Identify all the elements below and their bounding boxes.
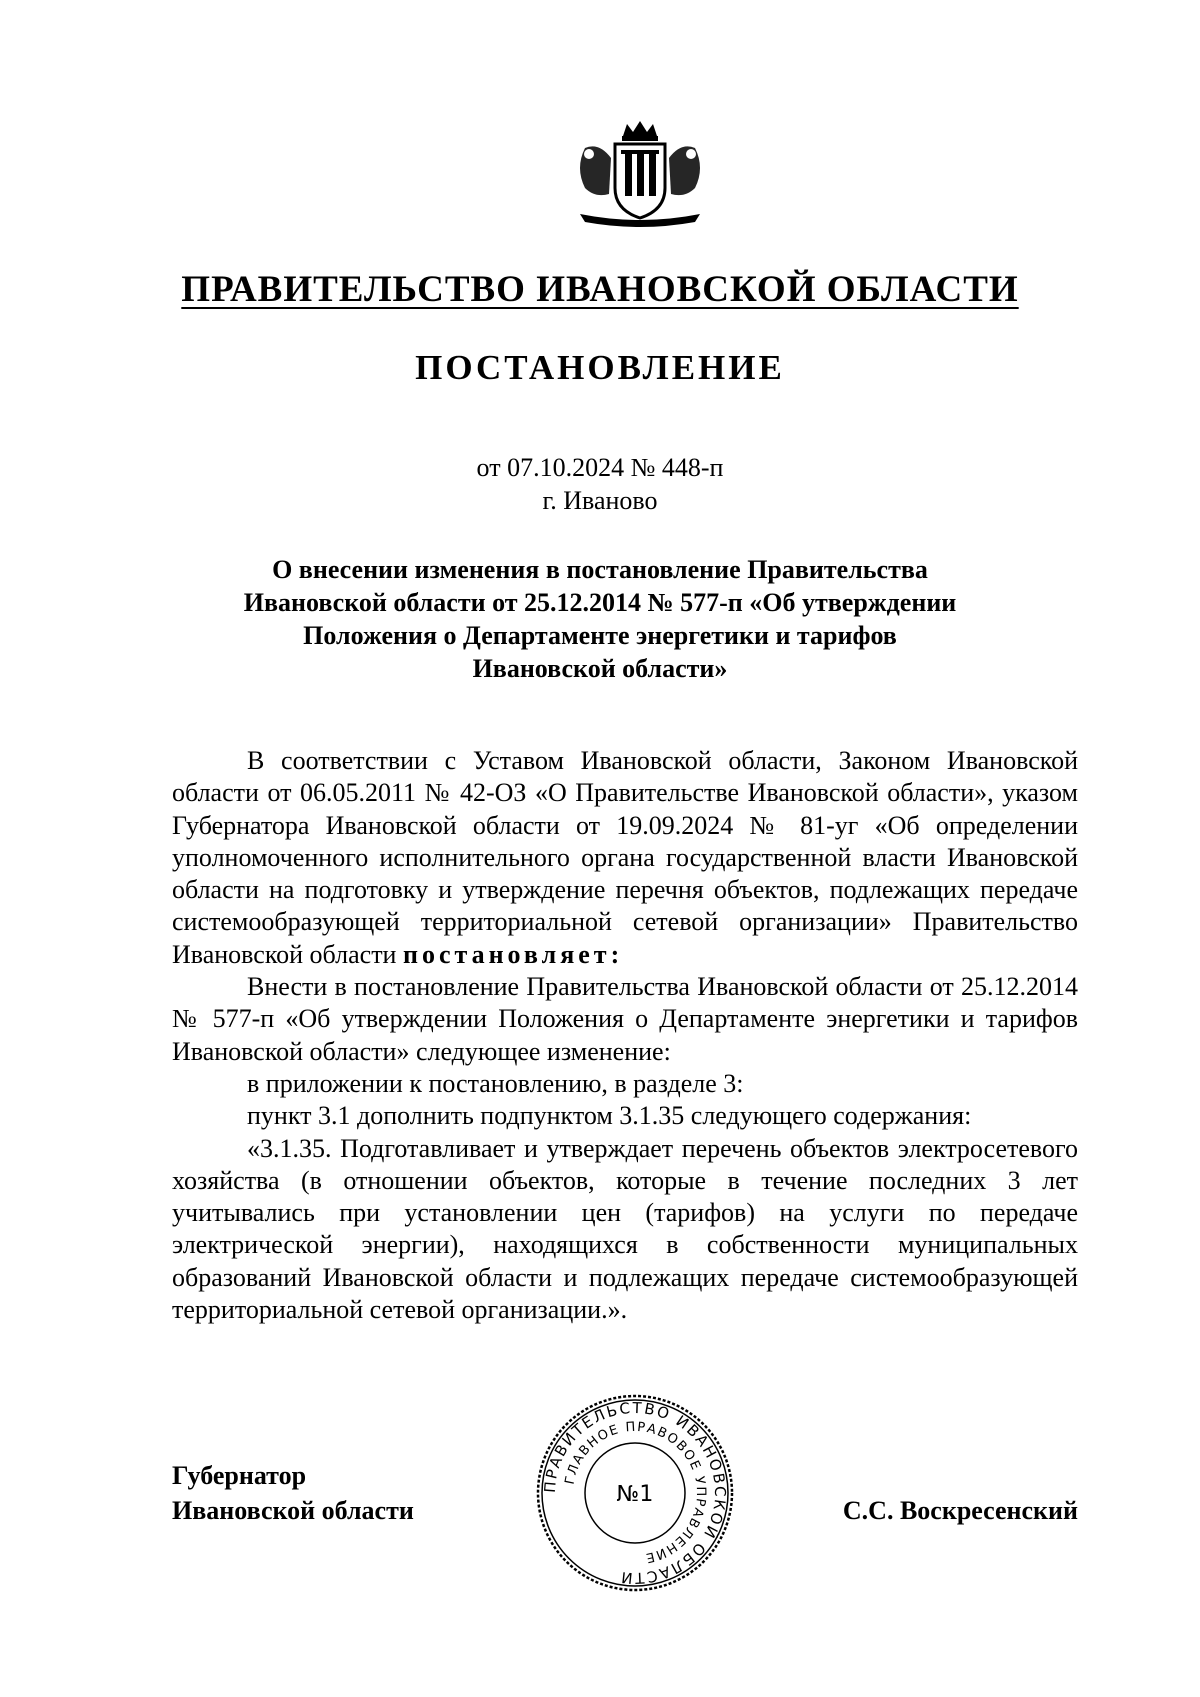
body-paragraph: пункт 3.1 дополнить подпунктом 3.1.35 следующего содержания: [247,1101,972,1131]
organization-title: ПРАВИТЕЛЬСТВО ИВАНОВСКОЙ ОБЛАСТИ [181,269,1019,310]
official-seal-icon [535,1393,735,1593]
seal-number: №1 [616,1482,654,1507]
seal-outer-text: ПРАВИТЕЛЬСТВО ИВАНОВСКОЙ ОБЛАСТИ [540,1398,730,1588]
subject-line: Ивановской области от 25.12.2014 № 577-п «Об утверждении [243,588,957,617]
signer-title-line: Губернатор [172,1461,307,1490]
date-number: от 07.10.2024 № 448-п [476,453,724,482]
subject-line: О внесении изменения в постановление Правительства [272,555,928,584]
document-body [172,745,1078,1326]
preamble-text: В соответствии с Уставом Ивановской области, Законом Ивановской области от 06.05.2011 № 42-ОЗ «О Правительстве Ивановской области», указом Губернатора Ивановской области от 19.09.2024 № 81-уг «Об определении уполномоченного исполнительного органа государственной власти Ивановской области на подготовку и утверждение перечня объектов, подлежащих передаче системообразующей территориальной сетевой организации» Правительство Ивановской области [172,746,1078,969]
body-paragraph: «3.1.35. Подготавливает и утверждает перечень объектов электросетевого хозяйства (в отношении объектов, которые в течение последних 3 лет учитывались при установлении цен (тарифов) на услуги по передаче электрической энергии), находящихся в собственности муниципальных образований Ивановской области и подлежащих передаче системообразующей территориальной сетевой организации.». [172,1133,1078,1325]
document-subject [200,553,1000,685]
subject-line: Ивановской области» [472,654,728,683]
subject-line: Положения о Департаменте энергетики и тарифов [303,621,897,650]
document-type-heading: ПОСТАНОВЛЕНИЕ [415,348,785,387]
body-paragraph: Внести в постановление Правительства Ивановской области от 25.12.2014 № 577-п «Об утверждении Положения о Департаменте энергетики и тарифов Ивановской области» следующее изменение: [172,972,1078,1066]
decree-word: постановляет: [402,939,624,969]
city: г. Иваново [542,486,658,515]
document-meta [0,451,1200,517]
signer-title-line: Ивановской области [172,1496,414,1525]
signer-title [172,1458,414,1528]
seal-inner-text: ГЛАВНОЕ ПРАВОВОЕ УПРАВЛЕНИЕ [562,1419,709,1566]
signer-name: С.С. Воскресенский [842,1496,1078,1525]
coat-of-arms-icon [565,118,715,228]
preamble-paragraph [172,745,1078,971]
body-paragraph: в приложении к постановлению, в разделе 3: [247,1068,744,1098]
